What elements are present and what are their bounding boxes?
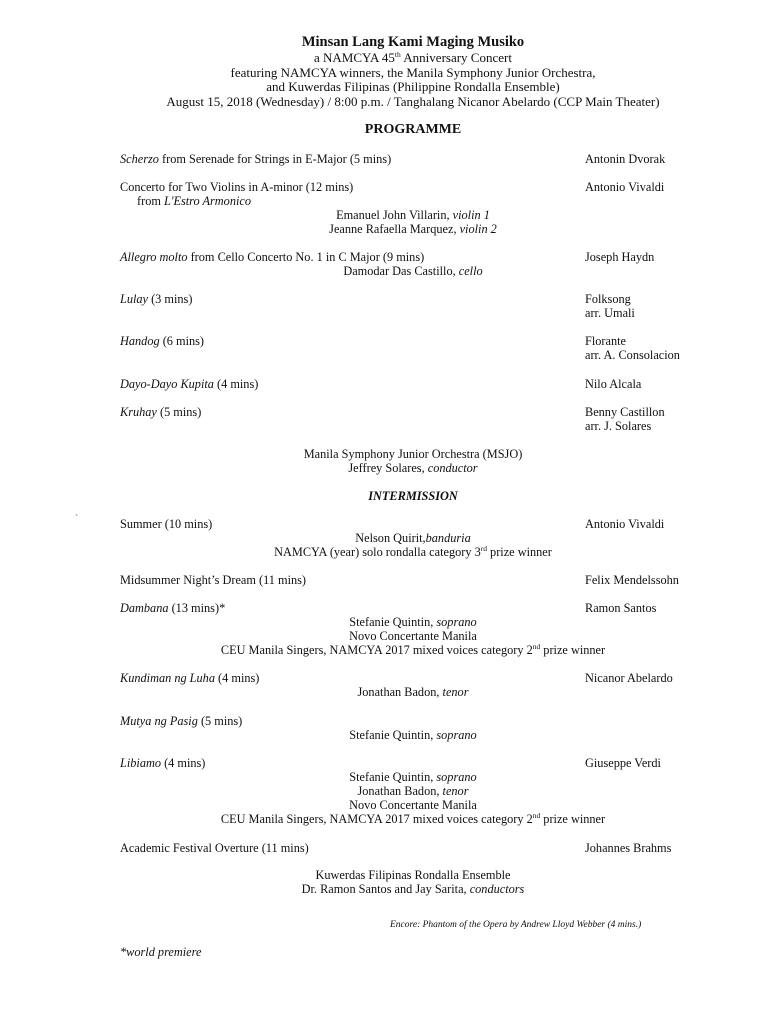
encore-note: Encore: Phantom of the Opera by Andrew Lloyd Webber (4 mins.) [390,920,642,930]
composer-dvorak: Antonin Dvorak [585,152,666,166]
composer-abelardo: Nicanor Abelardo [585,671,673,685]
concert-subtitle: a NAMCYA 45th Anniversary Concert [314,50,512,65]
composer-santos: Ramon Santos [585,601,657,615]
piece-scherzo: Scherzo from Serenade for Strings in E-Major (5 mins) [120,152,392,166]
composer-vivaldi-2: Antonio Vivaldi [585,517,665,531]
composer-vivaldi: Antonio Vivaldi [585,180,665,194]
arranger-umali: arr. Umali [585,306,635,320]
date-venue-line: August 15, 2018 (Wednesday) / 8:00 p.m. / Tanghalang Nicanor Abelardo (CCP Main Theater) [166,94,660,109]
conductors-santos-sarita: Dr. Ramon Santos and Jay Sarita, conductors [301,882,525,896]
composer-verdi: Giuseppe Verdi [585,756,661,770]
performer-quintin: Stefanie Quintin, soprano [349,615,477,629]
conductor-solares: Jeffrey Solares, conductor [348,461,478,475]
performer-marquez: Jeanne Rafaella Marquez, violin 2 [329,222,497,236]
ensemble-msjo: Manila Symphony Junior Orchestra (MSJO) [303,447,523,461]
intermission-heading: INTERMISSION [368,489,458,503]
ensemble-kuwerdas: Kuwerdas Filipinas Rondalla Ensemble [315,868,511,882]
performer-quirit: Nelson Quirit,banduria [355,531,471,545]
composer-florante: Florante [585,334,626,348]
composer-brahms: Johannes Brahms [585,841,672,855]
piece-handog: Handog (6 mins) [120,334,205,348]
piece-academic: Academic Festival Overture (11 mins) [120,841,309,855]
piece-dambana: Dambana (13 mins)* [120,601,226,615]
piece-libiamo: Libiamo (4 mins) [120,756,206,770]
piece-midsummer: Midsummer Night’s Dream (11 mins) [120,573,307,587]
award-ceu-2: CEU Manila Singers, NAMCYA 2017 mixed voices category 2nd prize winner [220,811,606,826]
concert-title: Minsan Lang Kami Maging Musiko [301,34,525,50]
award-quirit: NAMCYA (year) solo rondalla category 3rd prize winner [274,544,552,559]
performer-novo: Novo Concertante Manila [349,629,477,643]
programme-heading: PROGRAMME [364,122,462,137]
piece-concerto: Concerto for Two Violins in A-minor (12 mins) [120,180,354,194]
piece-lulay: Lulay (3 mins) [120,292,193,306]
piece-dayo-dayo: Dayo-Dayo Kupita (4 mins) [120,377,259,391]
performer-castillo: Damodar Das Castillo, cello [343,264,483,278]
performer-badon-2: Jonathan Badon, tenor [357,784,469,798]
piece-concerto-source: from L'Estro Armonico [137,194,251,208]
performer-novo-2: Novo Concertante Manila [349,798,477,812]
arranger-solares: arr. J. Solares [585,419,652,433]
world-premiere-footnote: *world premiere [120,945,202,959]
composer-folksong: Folksong [585,292,631,306]
composer-haydn: Joseph Haydn [585,250,655,264]
featuring-line: featuring NAMCYA winners, the Manila Symphony Junior Orchestra, [230,65,596,80]
award-ceu: CEU Manila Singers, NAMCYA 2017 mixed voices category 2nd prize winner [220,642,606,657]
piece-kruhay: Kruhay (5 mins) [120,405,202,419]
piece-mutya: Mutya ng Pasig (5 mins) [120,714,243,728]
piece-allegro: Allegro molto from Cello Concerto No. 1 in C Major (9 mins) [120,250,425,264]
composer-alcala: Nilo Alcala [585,377,642,391]
composer-mendelssohn: Felix Mendelssohn [585,573,679,587]
composer-castillon: Benny Castillon [585,405,665,419]
featuring-line-2: and Kuwerdas Filipinas (Philippine Rondalla Ensemble) [266,79,560,94]
performer-badon: Jonathan Badon, tenor [357,685,469,699]
stray-mark: ` [75,514,79,525]
piece-kundiman: Kundiman ng Luha (4 mins) [120,671,260,685]
performer-quintin-2: Stefanie Quintin, soprano [349,728,477,742]
performer-quintin-3: Stefanie Quintin, soprano [349,770,477,784]
performer-villarin: Emanuel John Villarin, violin 1 [336,208,490,222]
piece-summer: Summer (10 mins) [120,517,213,531]
arranger-consolacion: arr. A. Consolacion [585,348,680,362]
